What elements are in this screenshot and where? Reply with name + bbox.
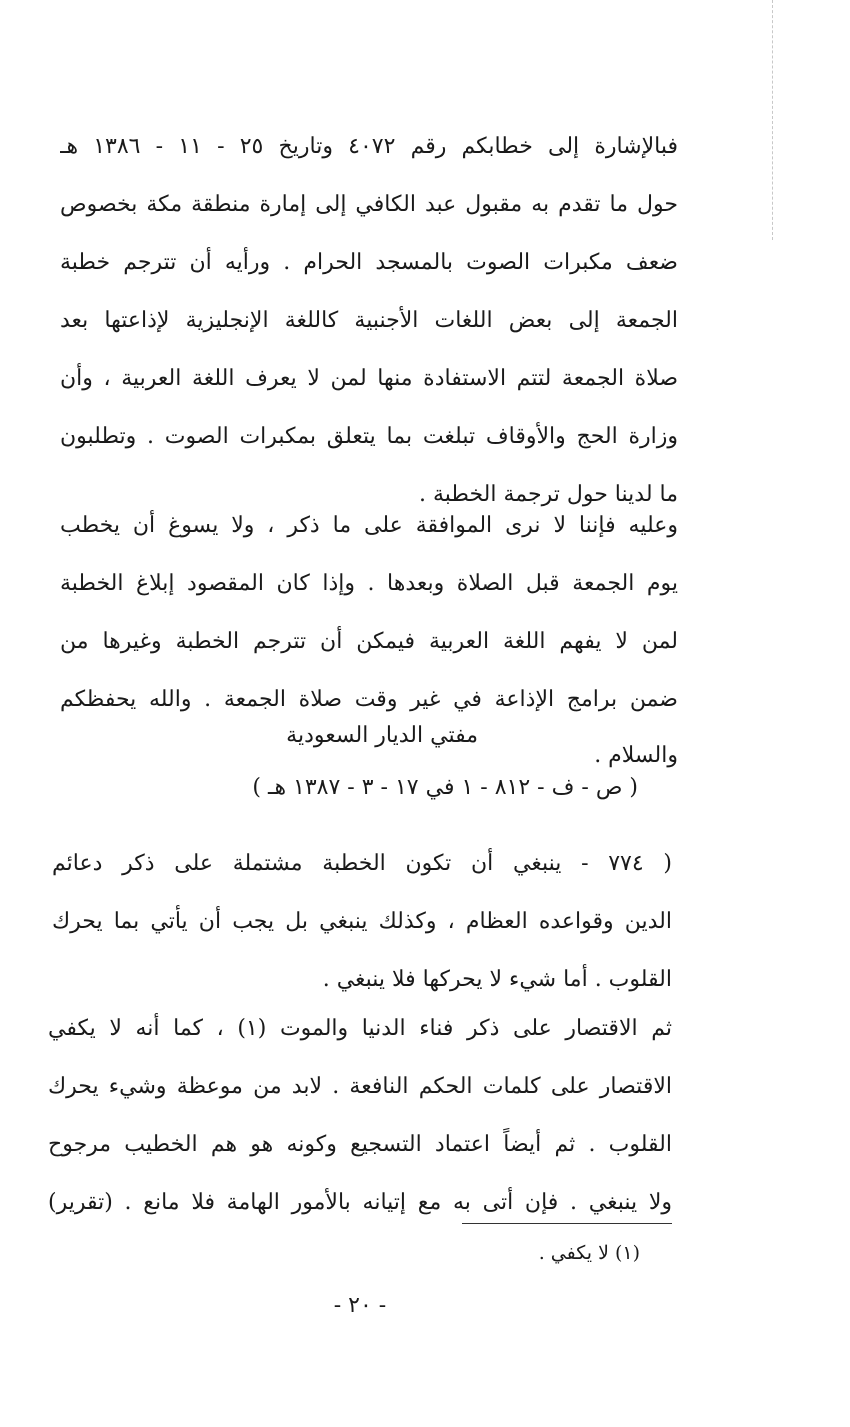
reference-number: ( ص - ف - ٨١٢ - ١ في ١٧ - ٣ - ١٣٨٧ هـ ): [252, 775, 638, 800]
text-line: الدين وقواعده العظام ، وكذلك ينبغي بل يجب أن يأتي بما يحرك: [52, 909, 672, 934]
paragraph-continuation: [48, 1000, 672, 1232]
text-line: صلاة الجمعة لتتم الاستفادة منها لمن لا يعرف اللغة العربية ، وأن: [60, 366, 678, 391]
text-line: وزارة الحج والأوقاف تبلغت بما يتعلق بمكبرات الصوت . وتطلبون: [60, 424, 678, 449]
text-line: الاقتصار على كلمات الحكم النافعة . لابد من موعظة وشيء يحرك: [48, 1074, 672, 1099]
text-line: ما لدينا حول ترجمة الخطبة .: [419, 482, 678, 507]
paragraph-reply-letter: [60, 118, 678, 524]
text-line: يوم الجمعة قبل الصلاة وبعدها . وإذا كان المقصود إبلاغ الخطبة: [60, 571, 678, 596]
text-line: ( ٧٧٤ - ينبغي أن تكون الخطبة مشتملة على ذكر دعائم: [52, 851, 672, 876]
text-line: ضعف مكبرات الصوت بالمسجد الحرام . ورأيه أن تترجم خطبة: [60, 250, 678, 275]
signature-title: مفتي الديار السعودية: [286, 723, 478, 748]
paragraph-section-774: [52, 835, 672, 1009]
footnote: (١) لا يكفي .: [538, 1242, 640, 1264]
closing-row: [60, 715, 678, 773]
text-line: ولا ينبغي . فإن أتى به مع إتيانه بالأمور الهامة فلا مانع . (تقرير): [48, 1190, 672, 1215]
text-line: لمن لا يفهم اللغة العربية فيمكن أن تترجم الخطبة وغيرها من: [60, 629, 678, 654]
paragraph-ruling: [60, 497, 678, 729]
text-line: ثم الاقتصار على ذكر فناء الدنيا والموت (١) ، كما أنه لا يكفي: [48, 1016, 672, 1041]
text-line: فبالإشارة إلى خطابكم رقم ٤٠٧٢ وتاريخ ٢٥ - ١١ - ١٣٨٦ هـ: [60, 134, 678, 159]
text-line: وعليه فإننا لا نرى الموافقة على ما ذكر ، ولا يسوغ أن يخطب: [60, 513, 678, 538]
closing-salutation: والسلام .: [594, 743, 678, 768]
text-line: الجمعة إلى بعض اللغات الأجنبية كاللغة الإنجليزية لإذاعتها بعد: [60, 308, 678, 333]
text-line: ضمن برامج الإذاعة في غير وقت صلاة الجمعة . والله يحفظكم: [60, 687, 678, 712]
text-line: القلوب . ثم أيضاً اعتماد التسجيع وكونه هو هم الخطيب مرجوح: [48, 1132, 672, 1157]
scan-edge-marks: [772, 0, 775, 240]
footnote-divider: [462, 1223, 672, 1224]
text-line: حول ما تقدم به مقبول عبد الكافي إلى إمارة منطقة مكة بخصوص: [60, 192, 678, 217]
text-line: القلوب . أما شيء لا يحركها فلا ينبغي .: [322, 967, 672, 992]
page-number: - ٢٠ -: [333, 1293, 387, 1318]
